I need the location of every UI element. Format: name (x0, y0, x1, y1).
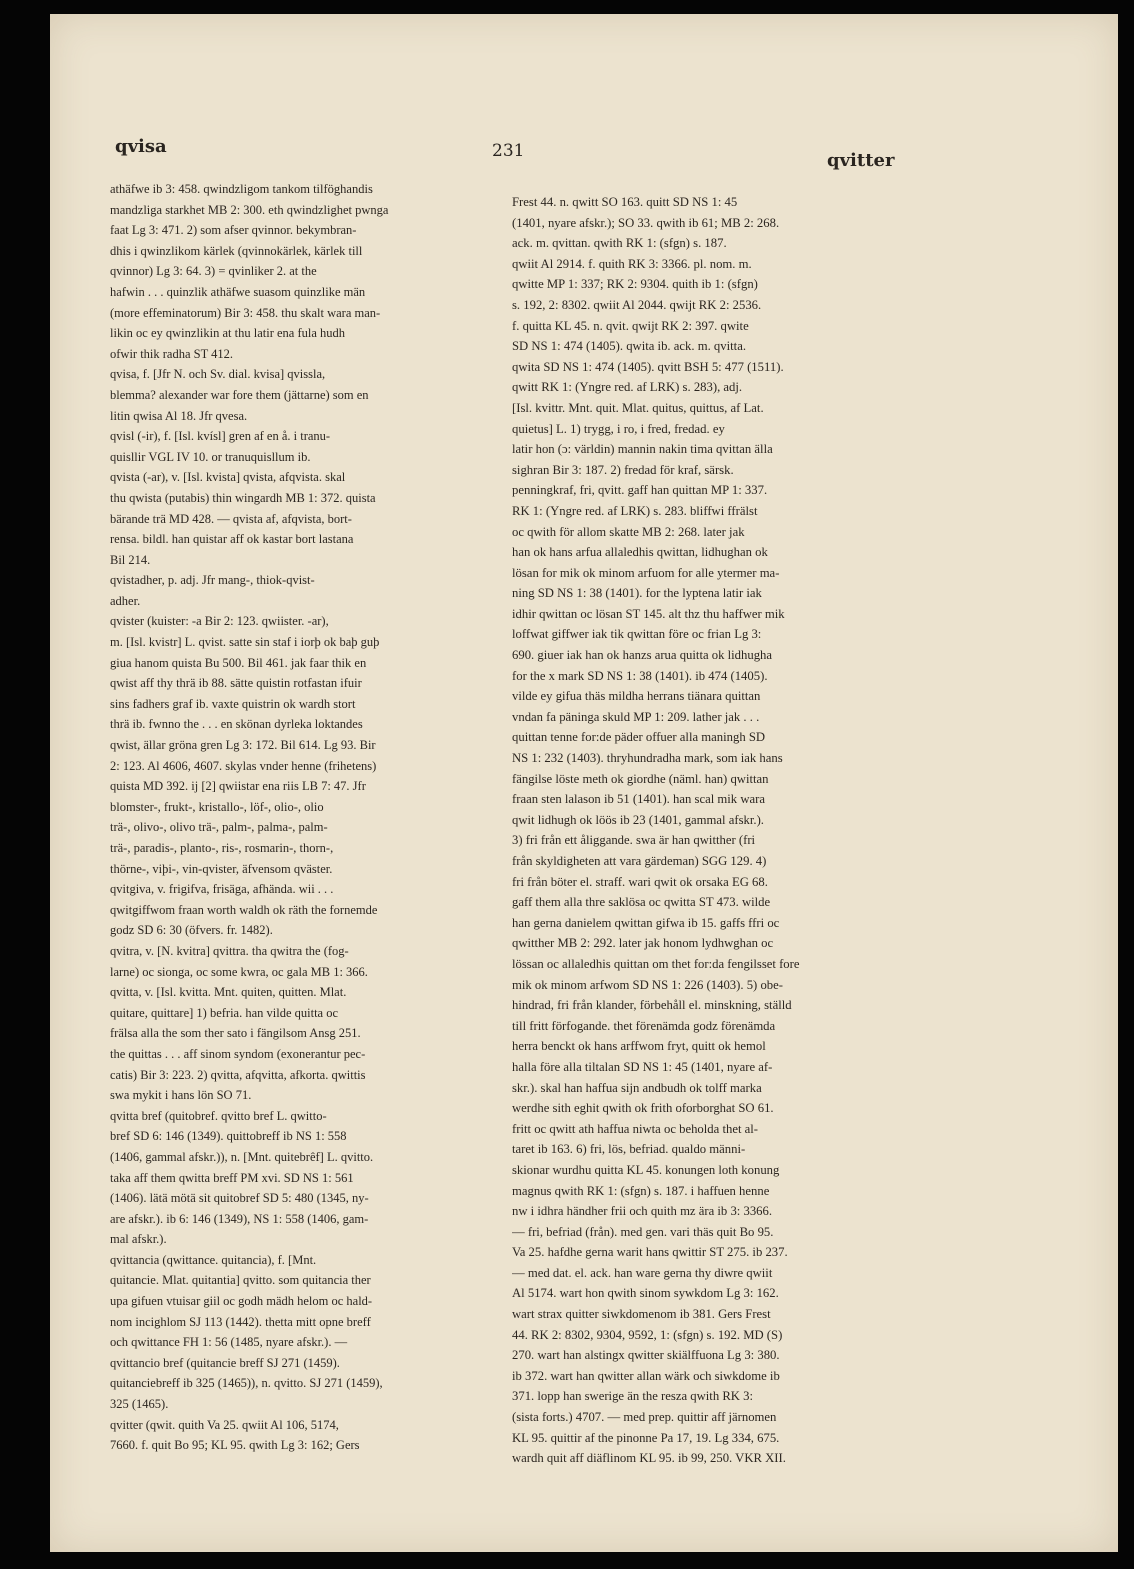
text-line: blemma? alexander war fore them (jättarne) som en (110, 387, 369, 402)
text-line: frälsa alla the som ther sato i fängilsom Ansg 251. (110, 1026, 361, 1041)
text-line: 3) fri från ett åliggande. swa är han qwitther (fri (512, 833, 756, 848)
text-line: gaff them alla thre saklösa oc qwitta ST 473. wilde (512, 895, 771, 910)
text-line: (sista forts.) 4707. — med prep. quittir aff järnomen (512, 1410, 777, 1425)
text-line: nom incighlom SJ 113 (1442). thetta mitt opne breff (110, 1314, 371, 1329)
text-line: dhis i qwinzlikom kärlek (qvinnokärlek, kärlek till (110, 243, 363, 258)
text-line: han ok hans arfua allaledhis qwittan, lidhughan ok (512, 545, 768, 560)
text-line: 44. RK 2: 8302, 9304, 9592, 1: (sfgn) s. 192. MD (S) (512, 1327, 783, 1342)
text-line: fängilse löste meth ok giordhe (näml. han) qwittan (512, 771, 769, 786)
text-line: qvittancia (qwittance. quitancia), f. [Mnt. (110, 1252, 317, 1267)
text-line: quista MD 392. ij [2] qwiistar ena riis LB 7: 47. Jfr (110, 779, 366, 794)
text-line: mik ok minom arfwom SD NS 1: 226 (1403). 5) obe- (512, 977, 783, 992)
text-line: han gerna danielem qwittan gifwa ib 15. gaffs ffri oc (512, 915, 780, 930)
left-column (110, 179, 522, 1456)
text-line: idhir qwittan oc lösan ST 145. alt thz thu haffwer mik (512, 606, 785, 621)
text-line: qwit lidhugh ok löös ib 23 (1401, gammal afskr.). (512, 812, 764, 827)
text-line: ning SD NS 1: 38 (1401). for the lyptena latir iak (512, 586, 762, 601)
text-line: qvitgiva, v. frigifva, frisäga, afhända. wii . . . (110, 882, 334, 897)
text-line: qwita SD NS 1: 474 (1405). qvitt BSH 5: 477 (1511). (512, 359, 784, 374)
text-line: sins fadhers graf ib. vaxte quistrin ok wardh stort (110, 696, 356, 711)
text-line: oc qwith för allom skatte MB 2: 268. later jak (512, 524, 745, 539)
text-line: qwitgiffwom fraan worth waldh ok räth the fornemde (110, 902, 378, 917)
text-line: s. 192, 2: 8302. qwiit Al 2044. qwijt RK 2: 2536. (512, 297, 762, 312)
text-line: qvitta bref (quitobref. qvitto bref L. qwitto- (110, 1108, 327, 1123)
text-line: (more effeminatorum) Bir 3: 458. thu skalt wara man- (110, 305, 381, 320)
text-line: 371. lopp han swerige än the resza qwith RK 3: (512, 1389, 754, 1404)
text-line: litin qwisa Al 18. Jfr qvesa. (110, 408, 248, 423)
text-line: giua hanom quista Bu 500. Bil 461. jak faar thik en (110, 655, 367, 670)
text-line: bref SD 6: 146 (1349). quittobreff ib NS 1: 558 (110, 1129, 347, 1144)
text-line: ofwir thik radha ST 412. (110, 346, 234, 361)
text-line: KL 95. quittir af the pinonne Pa 17, 19. Lg 334, 675. (512, 1430, 780, 1445)
text-line: 2: 123. Al 4606, 4607. skylas vnder henne (frihetens) (110, 758, 377, 773)
text-line: quitare, quittare] 1) befria. han vilde quitta oc (110, 1005, 339, 1020)
text-line: Bil 214. (110, 552, 151, 567)
text-line: thörne-, viþi-, vin-qvister, äfvensom qväster. (110, 861, 333, 876)
text-line: swa mykit i hans lön SO 71. (110, 1088, 252, 1103)
text-line: for the x mark SD NS 1: 38 (1401). ib 474 (1405). (512, 668, 768, 683)
text-line: qvista (-ar), v. [Isl. kvista] qvista, afqvista. skal (110, 470, 346, 485)
text-line: qvitter (qwit. quith Va 25. qwiit Al 106, 5174, (110, 1417, 339, 1432)
text-line: nw i idhra händher frii och quith mz ära ib 3: 3366. (512, 1204, 773, 1219)
text-line: qvitra, v. [N. kvitra] qvittra. tha qwitra the (fog- (110, 943, 349, 958)
dictionary-page (50, 14, 1118, 1552)
text-line: (1406, gammal afskr.)), n. [Mnt. quitebrêf] L. qvitto. (110, 1149, 374, 1164)
text-line: herra benckt ok hans arffwom fryt, quitt ok hemol (512, 1039, 766, 1054)
text-line: qwist, ällar gröna gren Lg 3: 172. Bil 614. Lg 93. Bir (110, 738, 376, 753)
text-line: quitancie. Mlat. quitantia] qvitto. som quitancia ther (110, 1273, 371, 1288)
text-line: qwitt RK 1: (Yngre red. af LRK) s. 283), adj. (512, 380, 743, 395)
text-line: catis) Bir 3: 223. 2) qvitta, afqvitta, afkorta. qwittis (110, 1067, 366, 1082)
text-line: likin oc ey qwinzlikin at thu latir ena fula hudh (110, 326, 346, 341)
text-line: quietus] L. 1) trygg, i ro, i fred, fredad. ey (512, 421, 725, 436)
text-line: ib 372. wart han qwitter allan wärk och siwkdome ib (512, 1368, 780, 1383)
text-line: Al 5174. wart hon qwith sinom sywkdom Lg 3: 162. (512, 1286, 779, 1301)
running-header (50, 132, 1118, 172)
text-line: lössan oc allaledhis quittan om thet for:da fengilsset fore (512, 956, 800, 971)
text-line: athäfwe ib 3: 458. qwindzligom tankom tilföghandis (110, 182, 373, 196)
text-line: skionar wurdhu quitta KL 45. konungen loth konung (512, 1162, 780, 1177)
text-line: Va 25. hafdhe gerna warit hans qwittir ST 275. ib 237. (512, 1245, 788, 1260)
text-line: qvister (kuister: -a Bir 2: 123. qwiister. -ar), (110, 614, 329, 629)
text-line: larne) oc sionga, oc some kwra, oc gala MB 1: 366. (110, 964, 368, 979)
text-line: qvinnor) Lg 3: 64. 3) = qvinliker 2. at the (110, 264, 317, 279)
text-line: qwist aff thy thrä ib 88. sätte quistin rotfastan ifuir (110, 676, 362, 691)
text-line: quisllir VGL IV 10. or tranuquisllum ib. (110, 449, 311, 464)
text-line: the quittas . . . aff sinom syndom (exonerantur pec- (110, 1046, 366, 1061)
text-line: godz SD 6: 30 (öfvers. fr. 1482). (110, 923, 273, 938)
text-line: (1406). lätä mötä sit quitobref SD 5: 480 (1345, ny- (110, 1191, 369, 1206)
text-line: qvisa, f. [Jfr N. och Sv. dial. kvisa] qvissla, (110, 367, 326, 382)
text-line: 325 (1465). (110, 1397, 169, 1412)
text-line: fri från böter el. straff. wari qwit ok orsaka EG 68. (512, 874, 768, 889)
text-line: f. quitta KL 45. n. qvit. qwijt RK 2: 397. qwite (512, 318, 749, 333)
text-line: qwitte MP 1: 337; RK 2: 9304. quith ib 1: (sfgn) (512, 277, 758, 292)
text-line: quittan tenne for:de päder offuer alla maningh SD (512, 730, 766, 745)
header-right-guideword: qvitter (827, 150, 895, 171)
text-line: lösan for mik ok minom arfuom for alle ytermer ma- (512, 565, 780, 580)
text-line: ack. m. qvittan. qwith RK 1: (sfgn) s. 187. (512, 236, 727, 251)
text-line: wardh quit aff diäflinom KL 95. ib 99, 250. VKR XII. (512, 1451, 786, 1466)
text-line: 690. giuer iak han ok hanzs arua quitta ok lidhugha (512, 648, 773, 663)
text-line: thu qwista (putabis) thin wingardh MB 1: 372. quista (110, 490, 376, 505)
text-line: trä-, olivo-, olivo trä-, palm-, palma-, palm- (110, 820, 328, 835)
text-line: mandzliga starkhet MB 2: 300. eth qwindzlighet pwnga (110, 202, 389, 217)
text-line: Frest 44. n. qwitt SO 163. quitt SD NS 1: 45 (512, 195, 738, 209)
text-line: NS 1: 232 (1403). thryhundradha mark, som iak hans (512, 751, 783, 766)
text-line: adher. (110, 593, 141, 608)
text-line: qwitther MB 2: 292. later jak honom lydhwghan oc (512, 936, 774, 951)
text-line: RK 1: (Yngre red. af LRK) s. 283. bliffwi ffrälst (512, 503, 758, 518)
text-line: upa gifuen vtuisar giil oc godh mädh helom oc hald- (110, 1294, 373, 1309)
text-line: 270. wart han alstingx qwitter skiälffuona Lg 3: 380. (512, 1348, 780, 1363)
text-line: 7660. f. quit Bo 95; KL 95. qwith Lg 3: 162; Gers (110, 1438, 360, 1453)
text-line: (1401, nyare afskr.); SO 33. qwith ib 61; MB 2: 268. (512, 215, 780, 230)
text-line: blomster-, frukt-, kristallo-, löf-, olio-, olio (110, 799, 324, 814)
text-line: vilde ey gifua thäs mildha herrans tiänara quittan (512, 689, 761, 704)
text-line: qvisl (-ir), f. [Isl. kvísl] gren af en å. i tranu- (110, 429, 331, 444)
text-line: quitanciebreff ib 325 (1465)), n. qvitto. SJ 271 (1459), (110, 1376, 383, 1391)
text-line: skr.). skal han haffua sijn andbudh ok tolff marka (512, 1080, 762, 1095)
text-line: taka aff them qwitta breff PM xvi. SD NS 1: 561 (110, 1170, 354, 1185)
text-line: bärande trä MD 428. — qvista af, afqvista, bort- (110, 511, 352, 526)
text-line: fraan sten lalason ib 51 (1401). han scal mik wara (512, 792, 765, 807)
text-line: faat Lg 3: 471. 2) som afser qvinnor. bekymbran- (110, 223, 357, 238)
text-line: från skyldigheten att vara gärdeman) SGG 129. 4) (512, 854, 767, 868)
text-line: fritt oc qwitt ath haffua niwta oc beholda thet al- (512, 1121, 759, 1136)
text-line: wart strax quitter siwkdomenom ib 381. Gers Frest (512, 1307, 771, 1322)
text-line: sighran Bir 3: 187. 2) fredad för kraf, särsk. (512, 462, 734, 477)
text-line: och qwittance FH 1: 56 (1485, nyare afskr.). — (110, 1335, 348, 1350)
text-line: thrä ib. fwnno the . . . en skönan dyrleka loktandes (110, 717, 363, 732)
header-left-guideword: qvisa (115, 136, 167, 157)
text-line: penningkraf, fri, qvitt. gaff han quittan MP 1: 337. (512, 483, 768, 498)
right-column (512, 192, 940, 1469)
text-line: halla före alla tiltalan SD NS 1: 45 (1401, nyare af- (512, 1059, 773, 1074)
text-line: trä-, paradis-, planto-, ris-, rosmarin-, thorn-, (110, 841, 334, 855)
text-line: qvittancio bref (quitancie breff SJ 271 (1459). (110, 1355, 340, 1370)
text-line: latir hon (ɔ: världin) mannin nakin tima qvittan älla (512, 442, 773, 457)
text-line: hafwin . . . quinzlik athäfwe suasom quinzlike män (110, 284, 366, 299)
text-line: m. [Isl. kvistr] L. qvist. satte sin staf i iorþ ok baþ guþ (110, 635, 380, 650)
text-line: taret ib 163. 6) fri, lös, befriad. qualdo männi- (512, 1142, 746, 1157)
text-line: vndan fa päninga skuld MP 1: 209. lather jak . . . (512, 709, 760, 724)
page-number: 231 (492, 141, 525, 161)
text-line: are afskr.). ib 6: 146 (1349), NS 1: 558 (1406, gam- (110, 1211, 369, 1226)
text-line: loffwat giffwer iak tik qwittan före oc frian Lg 3: (512, 627, 762, 642)
text-line: rensa. bildl. han quistar aff ok kastar bort lastana (110, 532, 354, 547)
text-line: magnus qwith RK 1: (sfgn) s. 187. i haffuen henne (512, 1183, 770, 1198)
text-line: — fri, befriad (från). med gen. vari thäs quit Bo 95. (512, 1224, 774, 1239)
text-line: mal afskr.). (110, 1232, 167, 1247)
text-line: qvitta, v. [Isl. kvitta. Mnt. quiten, quitten. Mlat. (110, 985, 347, 1000)
text-line: till fritt förfogande. thet förenämda godz förenämda (512, 1018, 776, 1033)
text-line: qwiit Al 2914. f. quith RK 3: 3366. pl. nom. m. (512, 256, 752, 271)
text-line: qvistadher, p. adj. Jfr mang-, thiok-qvist- (110, 573, 315, 588)
text-line: werdhe sith eghit qwith ok frith oforborghat SO 61. (512, 1101, 774, 1116)
text-line: [Isl. kvittr. Mnt. quit. Mlat. quitus, quittus, af Lat. (512, 400, 764, 415)
text-line: — med dat. el. ack. han ware gerna thy diwre qwiit (512, 1265, 773, 1280)
text-line: SD NS 1: 474 (1405). qwita ib. ack. m. qvitta. (512, 339, 746, 354)
text-line: hindrad, fri från klander, förbehåll el. minskning, ställd (512, 998, 792, 1013)
